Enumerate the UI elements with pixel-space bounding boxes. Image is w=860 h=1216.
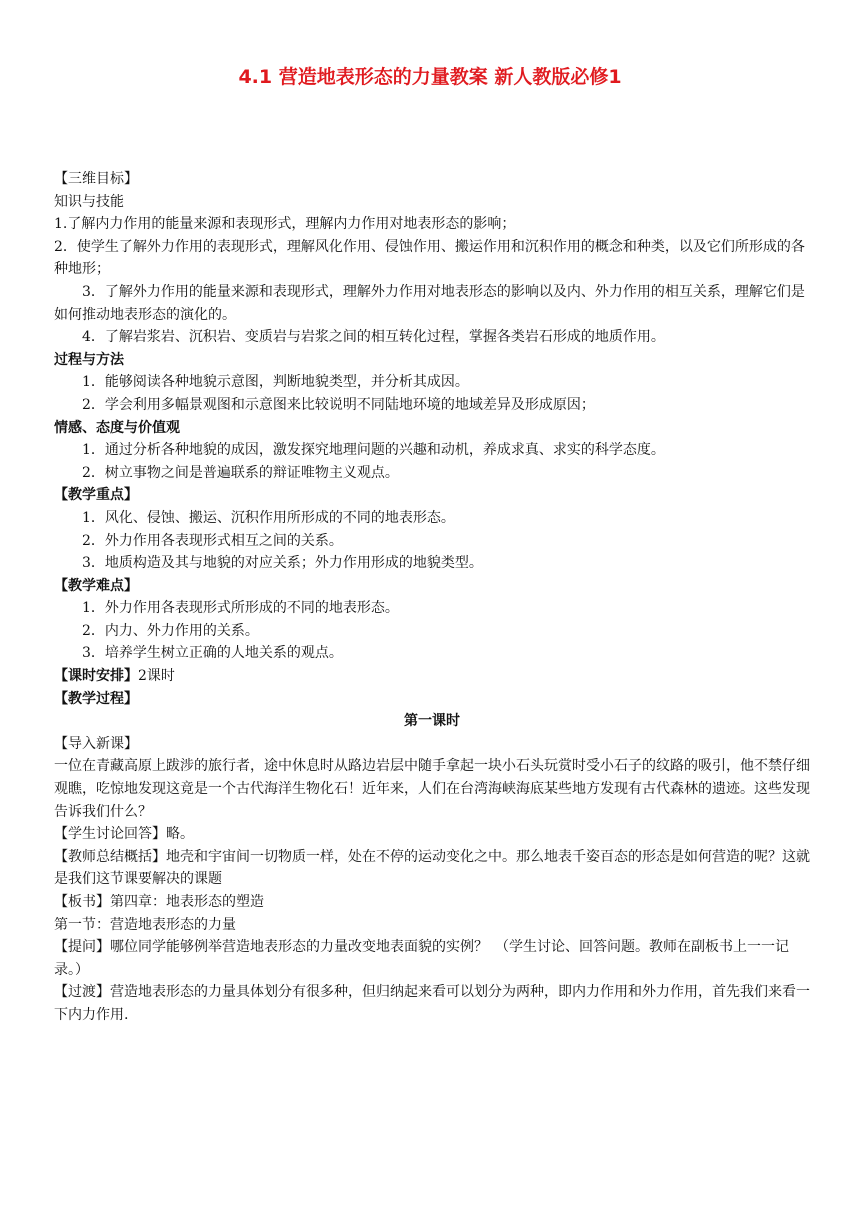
subsection-heading: 过程与方法 [54,351,124,368]
section-heading: 【导入新课】 [54,735,138,752]
inline-text: 2课时 [138,668,175,685]
section-heading: 【教学难点】 [54,577,138,594]
paragraph: 2．树立事物之间是普遍联系的辩证唯物主义观点。 [82,464,399,481]
label: 【过渡】 [54,984,110,1001]
paragraph: 2．外力作用各表现形式相互之间的关系。 [82,532,343,549]
paragraph: 4．了解岩浆岩、沉积岩、变质岩与岩浆之间的相互转化过程，掌握各类岩石形成的地质作用。 [82,329,665,346]
document-body [54,168,810,1027]
document-title: 4.1 营造地表形态的力量教案 新人教版必修1 [238,66,622,88]
subsection-heading: 知识与技能 [54,193,124,210]
paragraph [54,823,810,846]
inline-text: 哪位同学能够例举营造地表形态的力量改变地表面貌的实例？ （学生讨论、回答问题。教师在副板书上一一记录。） [54,939,789,978]
label: 【学生讨论回答】 [54,826,166,843]
inline-text: 地壳和宇宙间一切物质一样，处在不停的运动变化之中。那么地表千姿百态的形态是如何营造的呢？这就是我们这节课要解决的课题 [54,848,810,888]
paragraph [54,891,810,914]
paragraph: 3．培养学生树立正确的人地关系的观点。 [82,645,343,662]
section-heading: 【三维目标】 [54,171,138,187]
paragraph: 1.了解内力作用的能量来源和表现形式，理解内力作用对地表形态的影响； [54,216,516,233]
subsection-heading: 情感、态度与价值观 [54,419,180,436]
paragraph [54,846,810,891]
paragraph: 1．外力作用各表现形式所形成的不同的地表形态。 [82,600,399,617]
label: 【教师总结概括】 [54,848,166,865]
section-heading: 【教学过程】 [54,690,138,707]
paragraph [54,936,810,981]
paragraph: 一位在青藏高原上跋涉的旅行者，途中休息时从路边岩层中随手拿起一块小石头玩赏时受小石子的纹路的吸引，他不禁仔细观瞧，吃惊地发现这竟是一个古代海洋生物化石！近年来，人们在台湾海峡海底某些地方发现有古代森林的遗迹。这些发现告诉我们什么？ [54,758,810,820]
section-heading: 【教学重点】 [54,487,138,504]
inline-text: 营造地表形态的力量具体划分有很多种，但归纳起来看可以划分为两种，即内力作用和外力作用，首先我们来看一下内力作用. [54,984,810,1023]
paragraph [54,665,810,688]
paragraph: 3．地质构造及其与地貌的对应关系；外力作用形成的地貌类型。 [82,555,483,572]
paragraph: 2．内力、外力作用的关系。 [82,622,259,639]
paragraph: 2．学会利用多幅景观图和示意图来比较说明不同陆地环境的地域差异及形成原因； [82,396,595,413]
section-heading: 【课时安排】 [54,668,138,685]
paragraph: 第一节：营造地表形态的力量 [54,916,236,933]
inline-text: 略。 [166,826,194,843]
paragraph: 1．风化、侵蚀、搬运、沉积作用所形成的不同的地表形态。 [82,509,455,526]
paragraph [54,981,810,1026]
lesson-heading: 第一课时 [404,713,460,730]
paragraph: 1．能够阅读各种地貌示意图，判断地貌类型，并分析其成因。 [82,374,469,391]
label: 【板书】 [54,894,110,910]
inline-text: 第四章：地表形态的塑造 [110,894,264,910]
paragraph: 2．使学生了解外力作用的表现形式，理解风化作用、侵蚀作用、搬运作用和沉积作用的概念和种类，以及它们所形成的各种地形； [54,238,805,278]
label: 【提问】 [54,939,110,956]
paragraph: 3．了解外力作用的能量来源和表现形式，理解外力作用对地表形态的影响以及内、外力作用的相互关系，理解它们是如何推动地表形态的演化的。 [54,283,805,323]
paragraph: 1．通过分析各种地貌的成因，激发探究地理问题的兴趣和动机，养成求真、求实的科学态度。 [82,442,665,459]
